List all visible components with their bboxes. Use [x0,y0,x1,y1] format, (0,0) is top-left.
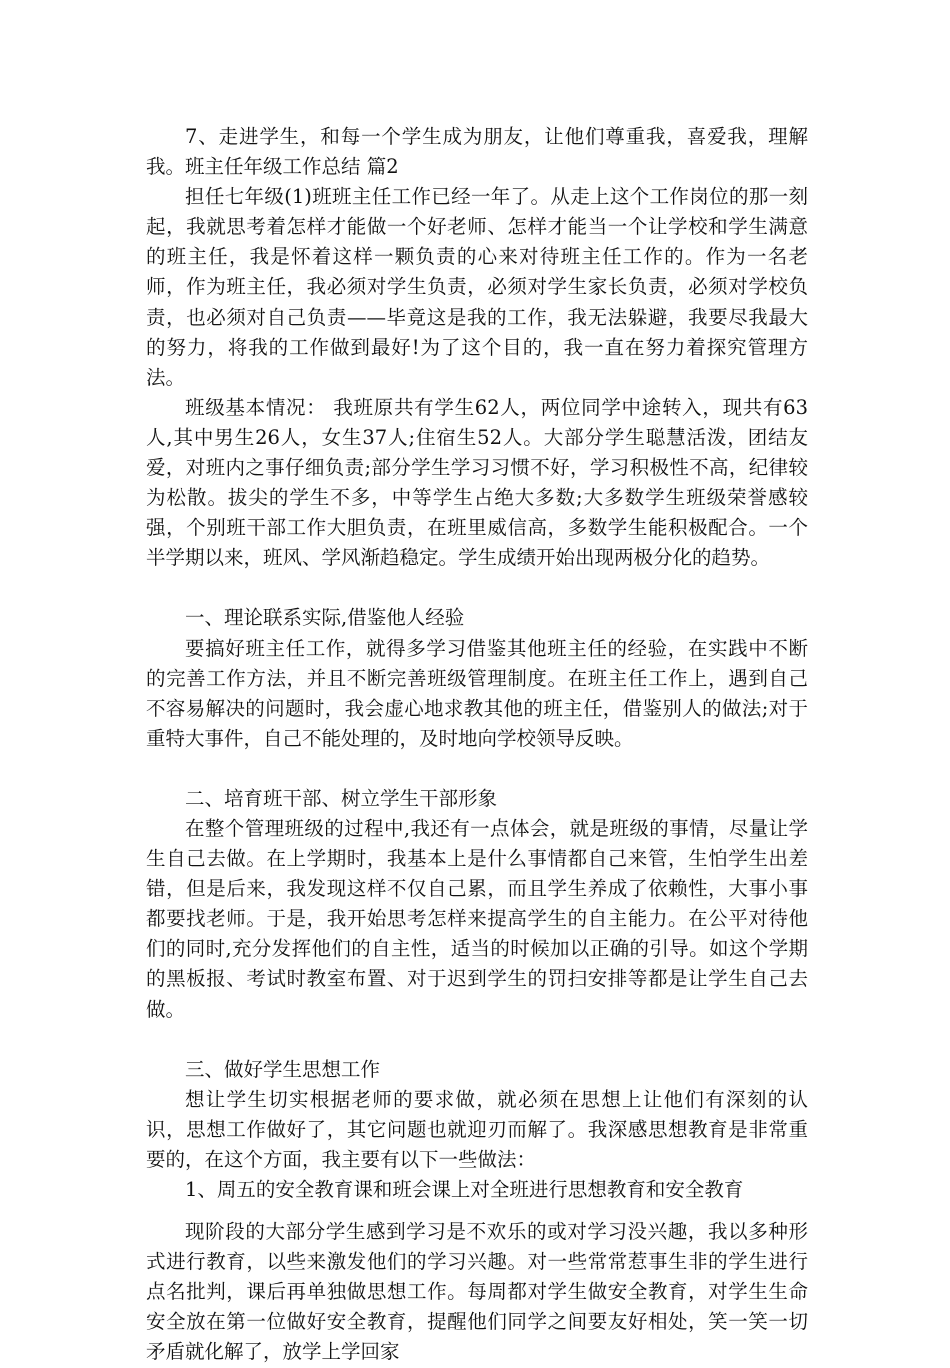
paragraph-class-info: 班级基本情况： 我班原共有学生62人，两位同学中途转入，现共有63人,其中男生26人，女生37人;住宿生52人。大部分学生聪慧活泼，团结友爱，对班内之事仔细负责;部分学生学习习惯不好，学习积极性不高，纪律较为松散。拔尖的学生不多，中等学生占绝大多数;大多数学生班级荣誉感较强，个别班干部工作大胆负责，在班里威信高，多数学生能积极配合。一个半学期以来，班风、学风渐趋稳定。学生成绩开始出现两极分化的趋势。 [146,395,808,570]
paragraph-section-2: 在整个管理班级的过程中,我还有一点体会，就是班级的事情，尽量让学生自己去做。在上学期时，我基本上是什么事情都自己来管，生怕学生出差错，但是后来，我发现这样不仅自己累，而且学生养成了依赖性，大事小事都要找老师。于是，我开始思考怎样来提高学生的自主能力。在公平对待他们的同时,充分发挥他们的自主性，适当的时候加以正确的引导。如这个学期的黑板报、考试时教室布置、对于迟到学生的罚扫安排等都是让学生自己去做。 [146,816,808,1021]
paragraph-item-7: 7、走进学生，和每一个学生成为朋友，让他们尊重我，喜爱我，理解我。班主任年级工作总结 篇2 [146,125,808,179]
section-heading-1: 一、理论联系实际,借鉴他人经验 [185,606,465,630]
paragraph-section-3: 想让学生切实根据老师的要求做，就必须在思想上让他们有深刻的认识，思想工作做好了，其它问题也就迎刃而解了。我深感思想教育是非常重要的，在这个方面，我主要有以下一些做法： [146,1087,808,1171]
paragraph-intro: 担任七年级(1)班班主任工作已经一年了。从走上这个工作岗位的那一刻起，我就思考着怎样才能做一个好老师、怎样才能当一个让学校和学生满意的班主任，我是怀着这样一颗负责的心来对待班主任工作的。作为一名老师，作为班主任，我必须对学生负责，必须对学生家长负责，必须对学校负责，也必须对自己负责——毕竟这是我的工作，我无法躲避，我要尽我最大的努力，将我的工作做到最好!为了这个目的，我一直在努力着探究管理方法。 [146,185,808,389]
paragraph-item-1-detail: 现阶段的大部分学生感到学习是不欢乐的或对学习没兴趣，我以多种形式进行教育，以些来激发他们的学习兴趣。对一些常常惹事生非的学生进行点名批判，课后再单独做思想工作。每周都对学生做安全教育，对学生生命安全放在第一位做好安全教育，提醒他们同学之间要友好相处，笑一笑一切矛盾就化解了，放学上学回家 [146,1220,808,1364]
section-heading-3: 三、做好学生思想工作 [185,1057,381,1081]
paragraph-item-1: 1、周五的安全教育课和班会课上对全班进行思想教育和安全教育 [185,1178,744,1201]
section-heading-2: 二、培育班干部、树立学生干部形象 [185,786,498,810]
paragraph-section-1: 要搞好班主任工作，就得多学习借鉴其他班主任的经验，在实践中不断的完善工作方法，并且不断完善班级管理制度。在班主任工作上，遇到自己不容易解决的问题时，我会虚心地求教其他的班主任，借鉴别人的做法;对于重特大事件，自己不能处理的，及时地向学校领导反映。 [146,636,808,750]
document-body [146,122,808,1368]
